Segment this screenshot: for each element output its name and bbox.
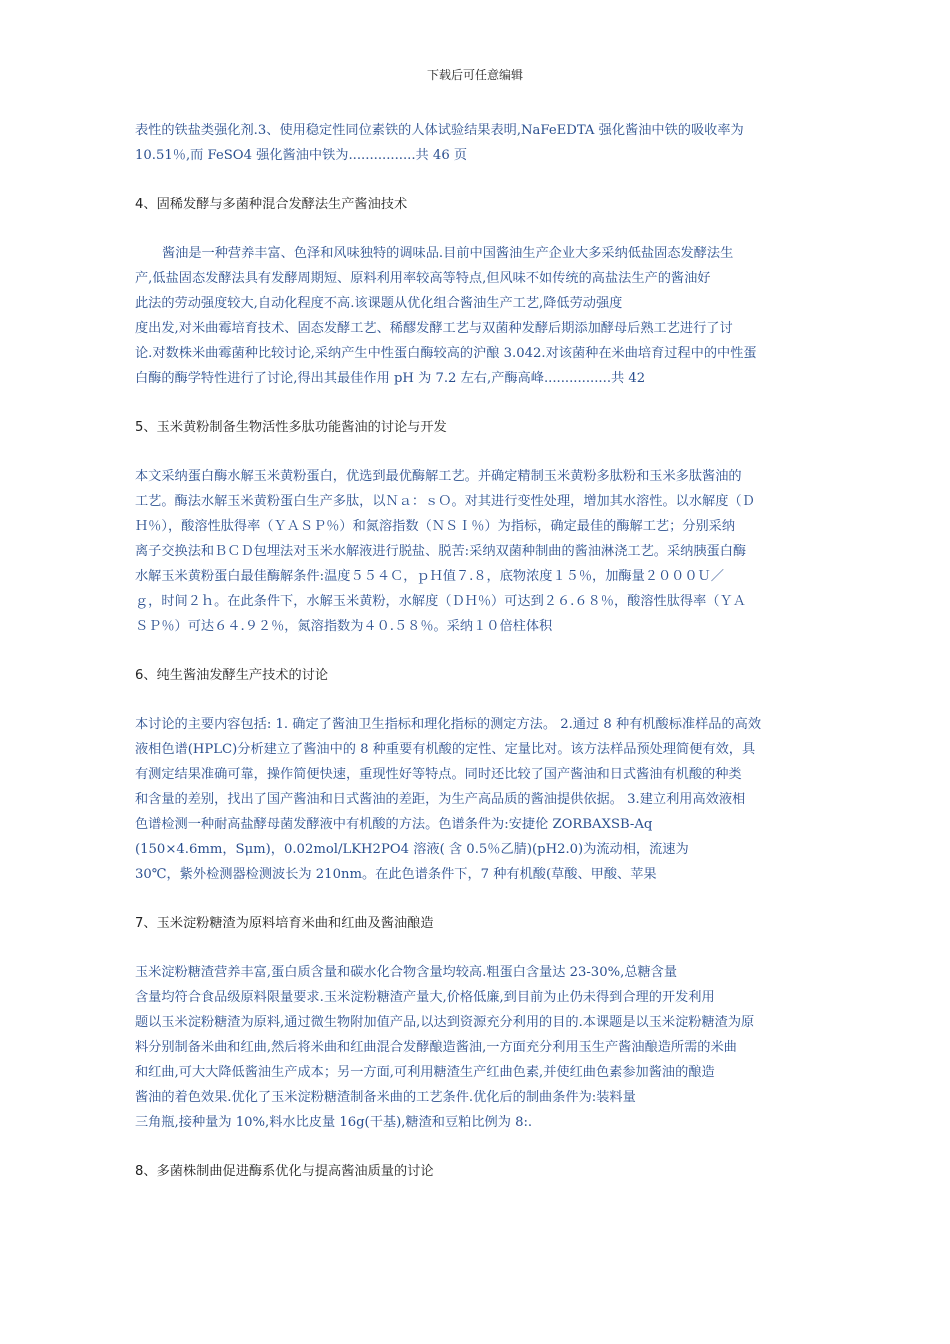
text-line: 液相色谱(HPLC)分析建立了酱油中的 8 种重要有机酸的定性、定量比对。该方法样品预处理简便有效，具 (135, 742, 756, 757)
section-heading-7: 7、玉米淀粉糖渣为原料培育米曲和红曲及酱油酿造 (135, 916, 434, 931)
text-line: 含量均符合食品级原料限量要求.玉米淀粉糖渣产量大,价格低廉,到目前为止仍未得到合理的开发利用 (135, 990, 715, 1005)
text-line: 工艺。酶法水解玉米黄粉蛋白生产多肽，以Ｎａ：ｓＯ。对其进行变性处理，增加其水溶性。以水解度（Ｄ (135, 494, 755, 509)
text-line: 酱油的着色效果.优化了玉米淀粉糖渣制备米曲的工艺条件.优化后的制曲条件为:装料量 (135, 1090, 636, 1105)
text-line: 此法的劳动强度较大,自动化程度不高.该课题从优化组合酱油生产工艺,降低劳动强度 (135, 296, 623, 311)
text-line: 和红曲,可大大降低酱油生产成本；另一方面,可利用糖渣生产红曲色素,并使红曲色素参加酱油的酿造 (135, 1065, 715, 1080)
text-line: 本讨论的主要内容包括: 1. 确定了酱油卫生指标和理化指标的测定方法。 2.通过 8 种有机酸标准样品的高效 (135, 717, 762, 732)
text-line: Ｈ％），酸溶性肽得率（ＹＡＳＰ％）和氮溶指数（ＮＳＩ％）为指标，确定最佳的酶解工艺；分别采纳 (135, 519, 736, 534)
section-4-paragraph (135, 241, 803, 391)
text-line: ＳＰ％）可达６４.９２％，氮溶指数为４０.５８％。采纳１０倍柱体积 (135, 619, 553, 634)
text-line: 玉米淀粉糖渣营养丰富,蛋白质含量和碳水化合物含量均较高.粗蛋白含量达 23-30%,总糖含量 (135, 965, 678, 980)
text-line: 论.对数株米曲霉菌种比较讨论,采纳产生中性蛋白酶较高的沪酿 3.042.对该菌种在米曲培育过程中的中性蛋 (135, 346, 757, 361)
section-heading-5: 5、玉米黄粉制备生物活性多肽功能酱油的讨论与开发 (135, 420, 447, 435)
text-line: 有测定结果准确可靠，操作简便快速，重现性好等特点。同时还比较了国产酱油和日式酱油有机酸的种类 (135, 767, 742, 782)
text-line: 本文采纳蛋白酶水解玉米黄粉蛋白，优选到最优酶解工艺。并确定精制玉米黄粉多肽粉和玉米多肽酱油的 (135, 469, 742, 484)
page-header: 下载后可任意编辑 (426, 68, 523, 82)
section-heading-6: 6、纯生酱油发酵生产技术的讨论 (135, 668, 329, 683)
text-line: ｇ，时间２ｈ。在此条件下，水解玉米黄粉，水解度（ＤＨ％）可达到２６.６８％，酸溶性肽得率（ＹＡ (135, 594, 746, 609)
text-line: 表性的铁盐类强化剂.3、使用稳定性同位素铁的人体试验结果表明,NaFeEDTA 强化酱油中铁的吸收率为 (135, 123, 744, 138)
text-line: 水解玉米黄粉蛋白最佳酶解条件:温度５５４Ｃ，ｐＨ值７.８，底物浓度１５％，加酶量２０００Ｕ／ (135, 569, 724, 584)
text-line: 题以玉米淀粉糖渣为原料,通过微生物附加值产品,以达到资源充分利用的目的.本课题是以玉米淀粉糖渣为原 (135, 1015, 755, 1030)
section-heading-8: 8、多菌株制曲促进酶系优化与提高酱油质量的讨论 (135, 1164, 434, 1179)
text-line: 和含量的差别，找出了国产酱油和日式酱油的差距，为生产高品质的酱油提供依据。 3.建立利用高效液相 (135, 792, 746, 807)
text-line: (150×4.6mm，Sμm)，0.02mol/LKH2PO4 溶液( 含 0.5％乙腈)(pH2.0)为流动相，流速为 (135, 842, 689, 857)
document-body (135, 118, 803, 1184)
text-line: 离子交换法和ＢＣＤ包埋法对玉米水解液进行脱盐、脱苦:采纳双菌种制曲的酱油淋浇工艺。采纳胰蛋白酶 (135, 544, 747, 559)
text-line: 产,低盐固态发酵法具有发酵周期短、原料利用率较高等特点,但风味不如传统的高盐法生产的酱油好 (135, 271, 711, 286)
text-line: 料分别制备米曲和红曲,然后将米曲和红曲混合发酵酿造酱油,一方面充分利用玉生产酱油酿造所需的米曲 (135, 1040, 737, 1055)
text-line: 度出发,对米曲霉培育技术、固态发酵工艺、稀醪发酵工艺与双菌种发酵后期添加酵母后熟工艺进行了讨 (135, 321, 733, 336)
section-heading-4: 4、固稀发酵与多菌种混合发酵法生产酱油技术 (135, 197, 408, 212)
text-line: 白酶的酶学特性进行了讨论,得出其最佳作用 pH 为 7.2 左右,产酶高峰................共 42 (135, 371, 646, 386)
text-line: 10.51％,而 FeSO4 强化酱油中铁为................共 46 页 (135, 148, 468, 163)
text-line: 酱油是一种营养丰富、色泽和风味独特的调味品.目前中国酱油生产企业大多采纳低盐固态发酵法生 (162, 246, 734, 261)
section-5-paragraph (135, 464, 803, 639)
section-7-paragraph (135, 960, 803, 1135)
text-line: 色谱检测一种耐高盐酵母菌发酵液中有机酸的方法。色谱条件为:安捷伦 ZORBAXSB-Aq (135, 817, 653, 832)
intro-paragraph (135, 118, 803, 168)
text-line: 三角瓶,接种量为 10%,料水比皮量 16g(干基),糖渣和豆粕比例为 8:. (135, 1115, 533, 1130)
section-6-paragraph (135, 712, 803, 887)
text-line: 30℃，紫外检测器检测波长为 210nm。在此色谱条件下，7 种有机酸(草酸、甲酸、苹果 (135, 867, 657, 882)
